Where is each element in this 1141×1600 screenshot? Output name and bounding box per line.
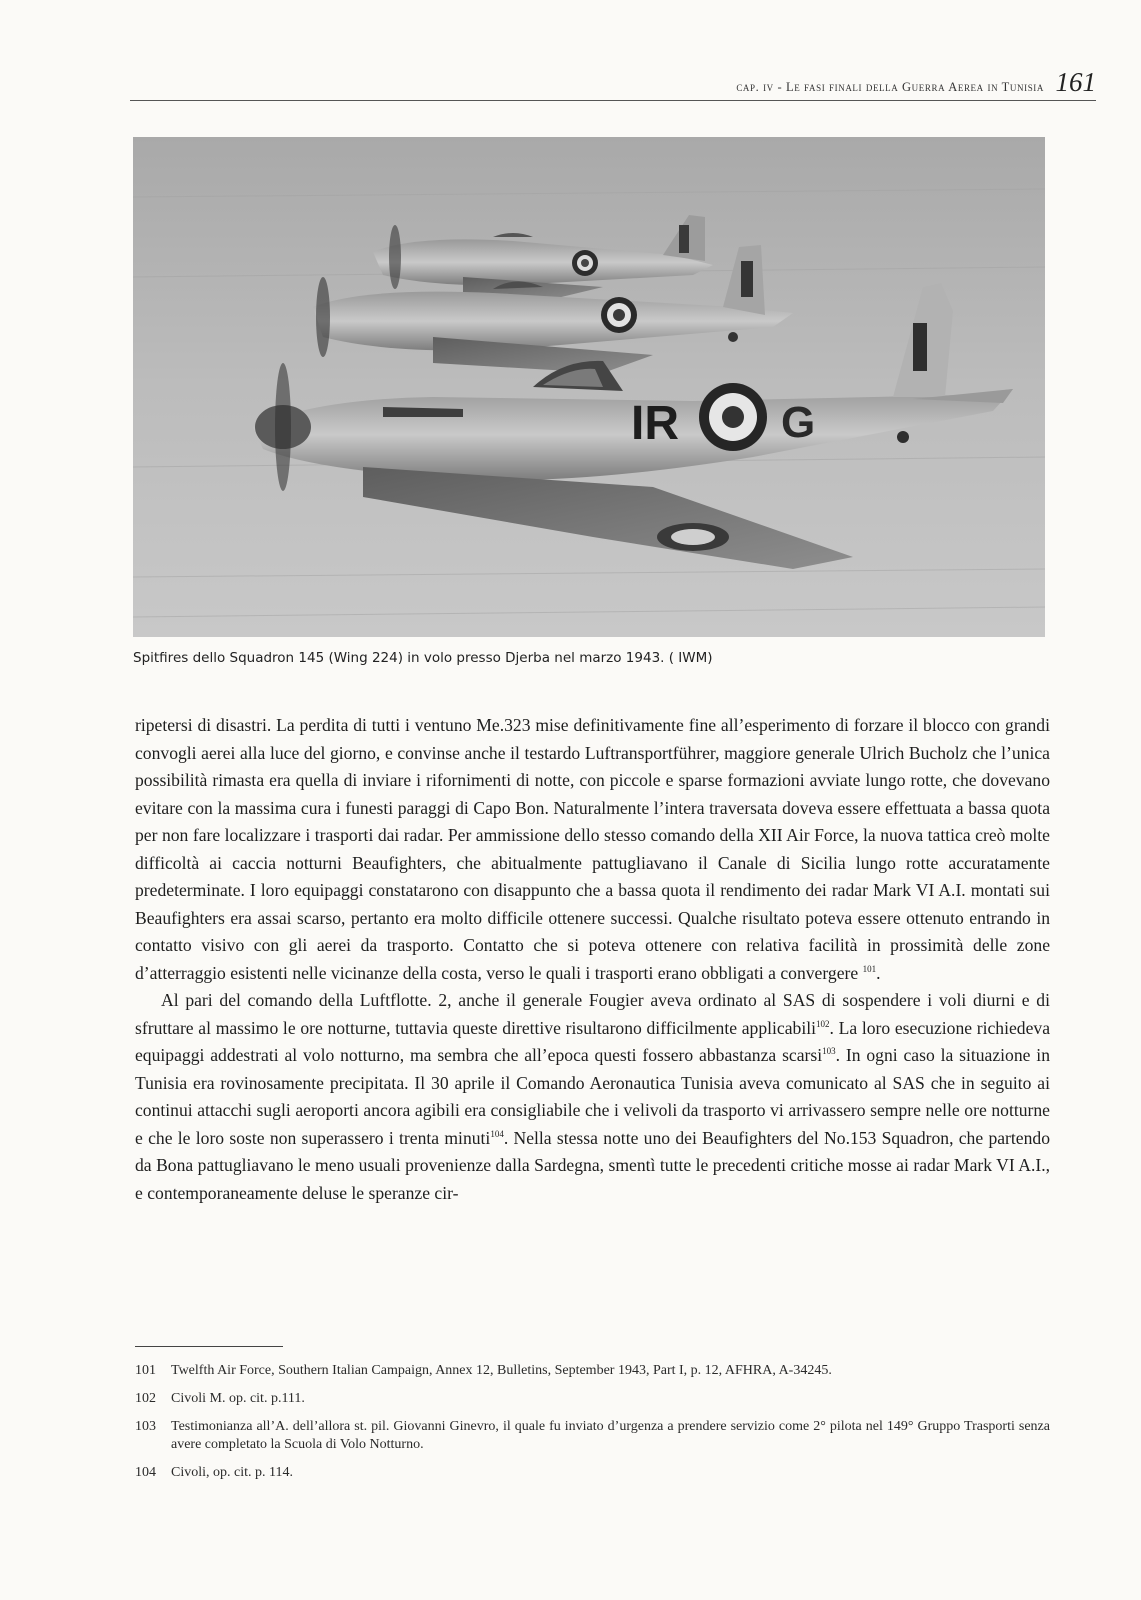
footnote-ref-104[interactable]: 104: [490, 1128, 504, 1139]
aircraft-code-suffix: G: [781, 398, 816, 447]
footnote-ref-101[interactable]: 101: [862, 963, 877, 974]
footnote-text: Civoli, op. cit. p. 114.: [171, 1465, 293, 1480]
footnotes: [135, 1362, 1050, 1492]
spitfire-photo: [133, 137, 1045, 637]
footnote-item: [135, 1390, 1050, 1408]
footnote-number: 103: [135, 1419, 156, 1434]
paragraph-1-text: ripetersi di disastri. La perdita di tutti i ventuno Me.323 mise definitivamente fine all’esperimento di forzare il blocco con grandi convogli aerei alla luce del giorno, e convinse anche il testardo Luftransportführer, maggiore generale Ulrich Bucholz che l’unica possibilità rimasta era quella di inviare i rifornimenti di notte, con piccole e sparse formazioni avviate lungo rotte, che dovevano evitare con la massima cura i funesti paraggi di Capo Bon. Naturalmente l’intera traversata doveva essere effettuata a bassa quota per non fare localizzare i trasporti dai radar. Per ammissione dello stesso comando della XII Air Force, la nuova tattica creò molte difficoltà ai caccia notturni Beaufighters, che abitualmente pattugliavano il Canale di Sicilia lungo rotte accuratamente predeterminate. I loro equipaggi constatarono con disappunto che a bassa quota il rendimento dei radar Mark VI A.I. montati sui Beaufighters era assai scarso, pertanto era molto difficile ottenere successi. Qualche risultato poteva essere ottenuto entrando in contatto visivo con gli aerei da trasporto. Contatto che si poteva ottenere con relativa facilità in prossimità delle zone d’atterraggio esistenti nelle vicinanze della costa, verso le quali i trasporti erano obbligati a convergere: [135, 715, 1050, 983]
paragraph-1: [135, 712, 1050, 987]
footnote-number: 102: [135, 1391, 156, 1406]
aircraft-code-lead: IR: [631, 397, 679, 450]
footnote-divider: [135, 1346, 283, 1347]
running-header: [130, 66, 1096, 101]
footnote-text: Twelfth Air Force, Southern Italian Campaign, Annex 12, Bulletins, September 1943, Part I, p. 12, AFHRA, A-34245.: [171, 1363, 832, 1378]
footnote-item: [135, 1464, 1050, 1482]
footnote-item: [135, 1362, 1050, 1380]
running-title: cap. iv - Le fasi finali della Guerra Aerea in Tunisia: [736, 80, 1044, 94]
spitfire-photo-illustration: [133, 137, 1045, 637]
footnote-ref-102[interactable]: 102: [816, 1018, 830, 1029]
footnote-text: Civoli M. op. cit. p.111.: [171, 1391, 305, 1406]
paragraph-2-text-d: . Nella stessa notte uno dei Beaufighters del No.153 Squadron, che partendo da Bona pattugliavano le meno usuali provenienze dalla Sardegna, smentì tutte le precedenti critiche mosse ai radar Mark VI A.I., e contemporaneamente deluse le speranze cir-: [135, 1127, 1050, 1203]
footnote-item: [135, 1418, 1050, 1454]
footnote-text: Testimonianza all’A. dell’allora st. pil. Giovanni Ginevro, il quale fu inviato d’urgenza a prendere servizio come 2° pilota nel 149° Gruppo Trasporti senza avere completato la Scuola di Volo Notturno.: [171, 1419, 1050, 1452]
paragraph-2-text-a: Al pari del comando della Luftflotte. 2, anche il generale Fougier aveva ordinato al SAS di sospendere i voli diurni e di sfruttare al massimo le ore notturne, tuttavia queste direttive risultarono difficilmente applicabili: [135, 990, 1050, 1038]
body-text: [135, 712, 1050, 1207]
paragraph-2: [135, 987, 1050, 1207]
paragraph-2-text-c: . In ogni caso la situazione in Tunisia era rovinosamente precipitata. Il 30 aprile il Comando Aeronautica Tunisia aveva comunicato al SAS che in seguito ai continui attacchi sugli aeroporti ancora agibili era consigliabile che i velivoli da trasporto vi arrivassero sempre nelle ore notturne e che le loro soste non superassero i trenta minuti: [135, 1045, 1050, 1148]
footnote-number: 101: [135, 1363, 156, 1378]
page-number: 161: [1055, 67, 1096, 97]
figure-caption: Spitfires dello Squadron 145 (Wing 224) in volo presso Djerba nel marzo 1943. ( IWM): [133, 650, 713, 666]
footnote-ref-103[interactable]: 103: [822, 1046, 836, 1057]
paragraph-2-text-b: . La loro esecuzione richiedeva equipaggi addestrati al volo notturno, ma sembra che all’epoca questi fossero abbastanza scarsi: [135, 1017, 1050, 1065]
footnote-number: 104: [135, 1465, 156, 1480]
paragraph-1-end: .: [876, 962, 881, 983]
